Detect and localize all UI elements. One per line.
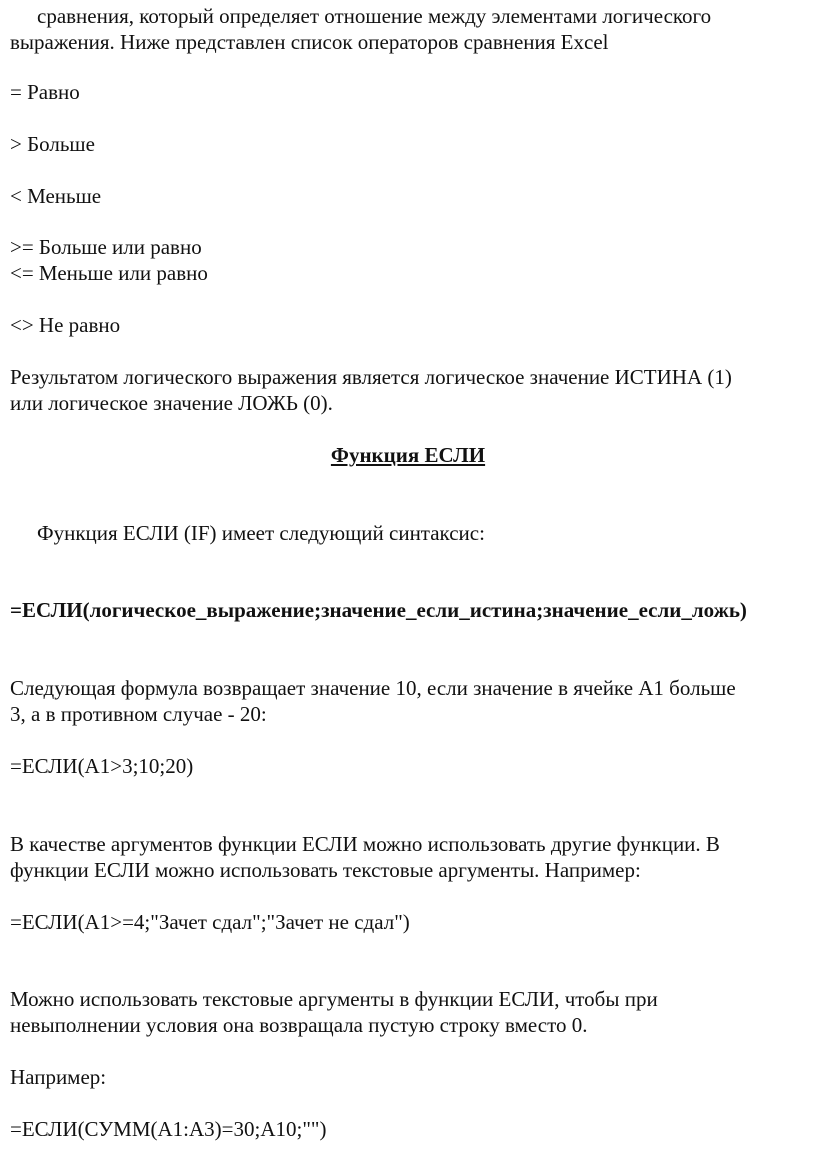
result-paragraph-line-1: Результатом логического выражения является логическое значение ИСТИНА (1) — [10, 365, 732, 389]
operator-equal: = Равно — [10, 80, 80, 104]
operator-less-equal: <= Меньше или равно — [10, 261, 208, 285]
intro-paragraph-line-2: выражения. Ниже представлен список операторов сравнения Excel — [10, 30, 609, 54]
example-1-line-2: 3, а в противном случае - 20: — [10, 702, 267, 726]
syntax-intro: Функция ЕСЛИ (IF) имеет следующий синтаксис: — [37, 521, 485, 545]
empty-string-paragraph-line-2: невыполнении условия она возвращала пустую строку вместо 0. — [10, 1013, 588, 1037]
example-1-formula: =ЕСЛИ(А1>3;10;20) — [10, 754, 194, 778]
arguments-paragraph-line-2: функции ЕСЛИ можно использовать текстовые аргументы. Например: — [10, 858, 641, 882]
syntax-formula: =ЕСЛИ(логическое_выражение;значение_если_истина;значение_если_ложь) — [10, 598, 747, 622]
example-3-intro: Например: — [10, 1065, 107, 1089]
operator-not-equal: <> Не равно — [10, 313, 121, 337]
operator-greater-equal: >= Больше или равно — [10, 235, 202, 259]
example-3-formula: =ЕСЛИ(СУММ(А1:А3)=30;А10;"") — [10, 1117, 327, 1141]
result-paragraph-line-2: или логическое значение ЛОЖЬ (0). — [10, 391, 333, 415]
empty-string-paragraph-line-1: Можно использовать текстовые аргументы в функции ЕСЛИ, чтобы при — [10, 987, 658, 1011]
example-1-line-1: Следующая формула возвращает значение 10, если значение в ячейке А1 больше — [10, 676, 736, 700]
arguments-paragraph-line-1: В качестве аргументов функции ЕСЛИ можно использовать другие функции. В — [10, 832, 720, 856]
operator-less: < Меньше — [10, 184, 102, 208]
example-2-formula: =ЕСЛИ(А1>=4;"Зачет сдал";"Зачет не сдал") — [10, 910, 410, 934]
section-heading: Функция ЕСЛИ — [330, 443, 486, 467]
intro-paragraph-line-1: сравнения, который определяет отношение между элементами логического — [37, 4, 712, 28]
operator-greater: > Больше — [10, 132, 95, 156]
